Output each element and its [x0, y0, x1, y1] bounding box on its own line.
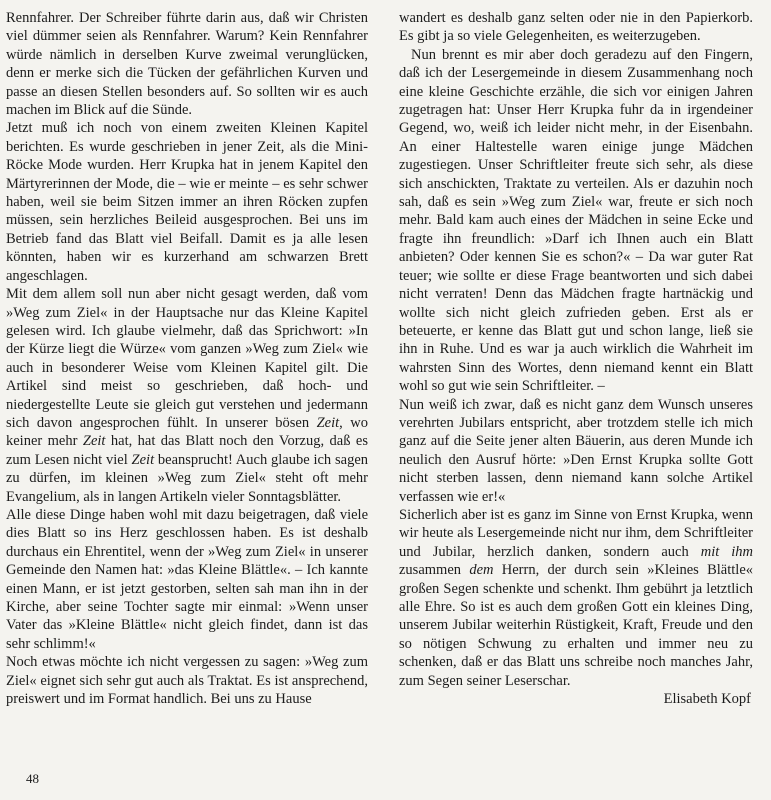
paragraph: Noch etwas möchte ich nicht vergessen zu sagen: »Weg zum Ziel« eignet sich sehr gut auch als Traktat. Es ist ansprechend, preiswert und im Format handlich. Bei uns zu Hause	[6, 654, 368, 708]
paragraph	[399, 506, 753, 690]
emphasis-text: Zeit	[316, 414, 340, 431]
emphasis-text: mit ihm	[700, 543, 753, 560]
paragraph: Nun weiß ich zwar, daß es nicht ganz dem Wunsch unseres verehrten Jubilars entspricht, aber trotzdem stelle ich mich ganz auf die Seite jener alten Bäuerin, aus deren Munde ich neulich den Ausruf hörte: »Den Ernst Krupka sollte Gott nicht sterben lassen, denn niemand kann solche Artikel verfassen wie er!«	[399, 396, 753, 505]
emphasis-text: Zeit	[131, 451, 155, 468]
paragraph-text: Herrn, der durch sein »Kleines Blättle« großen Segen schenkte und schenkt. Ihm gebührt ja letztlich alle Ehre. So ist es auch dem großen Gott ein kleines Ding, unserem Jubilar weiterhin Rüstigkeit, Kraft, Freude und den so nötigen Schwung zu erhalten und immer neu zu schenken, daß er das Blatt uns schreibe noch manches Jahr, zum Segen seiner Leserschar.	[399, 562, 754, 689]
paragraph-text: In unserer bösen	[205, 414, 317, 431]
paragraph: Jetzt muß ich noch von einem zweiten Kleinen Kapitel berichten. Es wurde geschrieben in jener Zeit, als die Mini-Röcke Mode wurden. Herr Krupka hat in jenem Kapitel den Märtyrerinnen der Mode, die – wie er meinte – es sehr schwer haben, weil sie beim Sitzen immer an ihren Röcken zupfen müssen, sein herzliches Beileid ausgesprochen. Bei uns im Betrieb fand das Blatt viel Beifall. Damit es ja alle lesen könnten, haben wir es kurzerhand am schwarzen Brett angeschlagen.	[6, 120, 368, 284]
paragraph-text: zusammen	[399, 562, 470, 579]
paragraph: wandert es deshalb ganz selten oder nie in den Papierkorb. Es gibt ja so viele Gelegenheiten, es weiterzugeben.	[399, 10, 753, 45]
paragraph-text: beansprucht! Auch glaube ich sagen zu dürfen, im kleinen »Weg zum Ziel« steht oft mehr Evangelium, als in langen Artikeln vieler Sonntagsblätter.	[6, 451, 369, 505]
right-text-column	[399, 9, 753, 708]
paragraph-text: , wo keiner mehr	[6, 414, 368, 450]
page-number: 48	[26, 771, 39, 786]
paragraph-text: Sicherlich aber ist es ganz im Sinne von Ernst Krupka, wenn wir heute als Lesergemeinde nicht nur ihm, dem Schriftleiter und Jubilar, herzlich danken, sondern auch	[399, 506, 753, 560]
paragraph	[6, 285, 368, 506]
author-signature: Elisabeth Kopf	[663, 691, 751, 708]
emphasis-text: dem	[469, 562, 494, 579]
paragraph: Nun brennt es mir aber doch geradezu auf den Fingern, daß ich der Lesergemeinde in diesem Zusammenhang noch eine kleine Geschichte erzähle, die sich vor einigen Jahren zugetragen hat: Unser Herr Krupka fuhr da in irgendeiner Gegend, wo, weiß ich leider nicht mehr, in der Eisenbahn. An einer Haltestelle waren einige junge Mädchen zugestiegen. Unser Schriftleiter freute sich sehr, als diese sich anschickten, Traktate zu verteilen. Als er dazuhin noch sah, daß es sein »Weg zum Ziel« war, freute er sich noch mehr. Bald kam auch eines der Mädchen in seine Ecke und fragte ihn freundlich: »Darf ich Ihnen auch ein Blatt anbieten? Oder kennen Sie es schon?« – Da war guter Rat teuer; wie sollte er diese Frage beantworten und sich dabei nicht verraten! Denn das Mädchen fragte hartnäckig und wollte sich nicht gleich zufrieden geben. Erst als er beteuerte, er kenne das Blatt gut und schon lange, ließ sie ihn in Ruhe. Und es war ja auch wirklich die Wahrheit im wahrsten Sinn des Wortes, denn niemand kennt ein Blatt wohl so gut wie sein Schriftleiter. –	[399, 46, 753, 395]
emphasis-text: Zeit	[82, 433, 106, 450]
paragraph-text: hat, hat das Blatt noch den Vorzug, daß es zum Lesen nicht viel	[6, 433, 368, 468]
paragraph-text: Mit dem allem soll nun aber nicht gesagt werden, daß vom »Weg zum Ziel« in der Hauptsache nur das Kleine Kapitel gelesen wird. Ich glaube vielmehr, daß das Sprichwort: »In der Kürze liegt die Würze« vom ganzen »Weg zum Ziel« wie auch in besonderer Weise vom Kleinen Kapitel gilt. Die Artikel sind meist so geschrieben, daß hoch- und niedergestellte Leute sie gleich gut verstehen und jedermann sich davon angesprochen fühlt.	[6, 286, 368, 431]
paragraph: Alle diese Dinge haben wohl mit dazu beigetragen, daß viele dies Blatt so ins Herz geschlossen haben. Es ist deshalb durchaus ein Ehrentitel, wenn der »Weg zum Ziel« in unserer Gemeinde den Namen hat: »das Kleine Blättle«. – Ich kannte einen Mann, er ist jetzt gestorben, selten sah man ihn in der Kirche, aber seine Tochter sagte mir einmal: »Wenn unser Vater das »Kleine Blättle« nicht gleich findet, dann ist das sehr schlimm!«	[6, 506, 368, 652]
left-text-column	[6, 9, 368, 708]
paragraph: Rennfahrer. Der Schreiber führte darin aus, daß wir Christen viel dümmer seien als Rennfahrer. Warum? Kein Rennfahrer würde nämlich in derselben Kurve zweimal verunglücken, denn er merke sich die Tücken der gefährlichen Kurven und passe an diesen Stellen besonders auf. So sollten wir es auch machen im Blick auf die Sünde.	[6, 10, 368, 119]
